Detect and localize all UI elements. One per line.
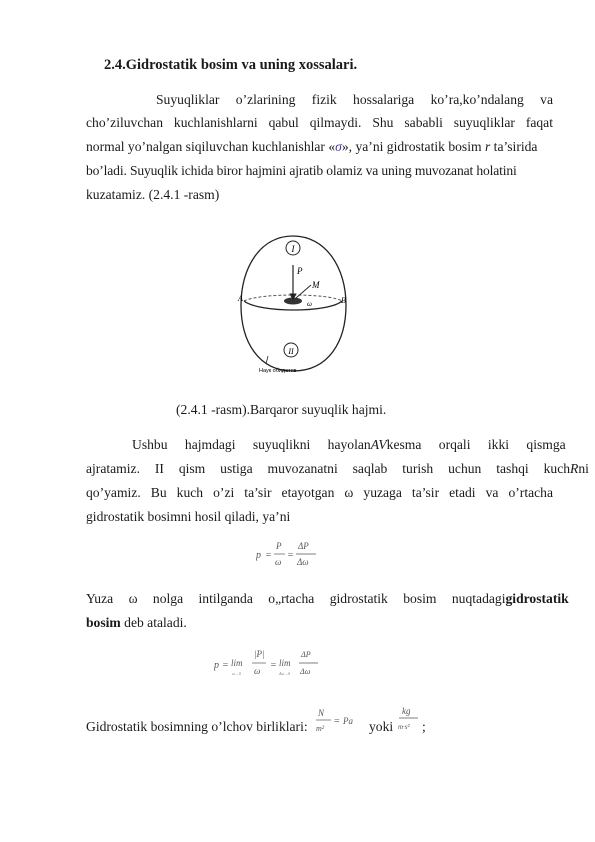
para1-line5: kuzatamiz. (2.4.1 -rasm) (86, 187, 220, 202)
para1-line2: cho’ziluvchan kuchlanishlarni qabul qilmaydi. Shu sababli suyuqliklar faqat (86, 115, 553, 130)
f2-sub2: Δω→0 (279, 671, 291, 676)
units-text: Gidrostatik bosimning o’lchov birliklari: (86, 719, 308, 734)
units-svg-1 (313, 706, 363, 736)
u-pa: Pa (343, 716, 353, 726)
fluid-volume-diagram (234, 233, 352, 374)
figure-note: Наук обидатив (259, 368, 297, 374)
label-omega: ω (307, 300, 312, 308)
units-formula-n-m2 (313, 706, 363, 741)
para2-line1 (86, 436, 566, 453)
u-num: N (318, 708, 325, 718)
f1-num1: P (276, 541, 282, 551)
label-M: M (312, 280, 320, 290)
av-symbol: AV (370, 437, 387, 452)
f2-num2: ΔP (301, 650, 311, 659)
formula1-svg (256, 540, 318, 570)
label-P: P (297, 266, 303, 276)
label-I: I (291, 244, 295, 254)
R-symbol: R (570, 461, 579, 476)
para1-line3-b: », ya’ni gidrostatik bosim (341, 139, 485, 154)
section-heading: 2.4.Gidrostatik bosim va uning xossalari. (104, 57, 358, 73)
para2-line2 (86, 460, 589, 477)
f2-lim2: lim (279, 658, 291, 668)
para1-line3-a: normal yo’nalgan siqiluvchan kuchlanishlar « (86, 139, 336, 154)
para3-line1 (86, 590, 569, 607)
area-omega (284, 298, 302, 305)
para2-line1-b: kesma orqali ikki qismga (386, 437, 566, 452)
para1-line3 (86, 138, 556, 155)
f2-sub1: ω→0 (232, 671, 241, 676)
u-eq: = (334, 716, 340, 727)
label-A: A (238, 294, 243, 303)
f2-eq1: = (222, 660, 229, 671)
leader-m (296, 285, 311, 298)
para2-line1-a: Ushbu hajmdagi suyuqlikni hayolan (132, 437, 371, 452)
figure-caption: (2.4.1 -rasm).Barqaror suyuqlik hajmi. (176, 402, 387, 417)
para2-line3: qo’yamiz. Bu kuch o’zi ta’sir etayotgan ω yuzaga ta’sir etadi va o’rtacha (86, 485, 553, 500)
f2-lhs: p (214, 660, 219, 671)
f1-eq2: = (287, 550, 294, 561)
figure-fluid-volume (234, 233, 352, 374)
f1-den2: Δω (297, 557, 309, 567)
u-den: m² (316, 724, 325, 733)
f2-den1: ω (254, 666, 261, 676)
para3-bold2: bosim (86, 615, 121, 630)
f1-eq1: = (265, 550, 272, 561)
para2-line2-a: ajratamiz. II qism ustiga muvozanatni saqlab turish uchun tashqi kuch (86, 461, 571, 476)
formula-point-pressure (214, 648, 322, 687)
units-end: ; (422, 719, 426, 734)
label-II: II (288, 347, 294, 356)
para3-line2-rest: deb ataladi. (120, 615, 187, 630)
units-or: yoki (369, 719, 394, 734)
u-num2: kg (402, 706, 411, 716)
para1-line3-c: ta’sirida (490, 139, 538, 154)
para2-line2-b: ni (578, 461, 589, 476)
u-den2: m·s² (398, 723, 410, 731)
para3-bold1: gidrostatik (505, 591, 569, 606)
f1-den1: ω (275, 557, 282, 567)
formula-average-pressure (256, 540, 318, 573)
f2-num1: |P| (254, 649, 265, 659)
r-symbol: r (484, 139, 491, 154)
f1-num2: ΔP (298, 541, 309, 551)
label-B: B (341, 296, 346, 305)
para1-line1: Suyuqliklar o’zlarining fizik hossalariga ko’ra,ko’ndalang va (156, 92, 553, 107)
para3-line1-a: Yuza ω nolga intilganda o„rtacha gidrostatik bosim nuqtadagi (86, 591, 506, 606)
f2-eq2: = (270, 660, 277, 671)
leader-note (266, 356, 268, 364)
sigma-symbol: σ (335, 139, 342, 154)
para1-line4: bo’ladi. Suyuqlik ichida biror hajmini ajratib olamiz va uning muvozanat holatini (86, 163, 517, 178)
f1-lhs: p (256, 550, 261, 561)
formula2-svg (214, 648, 322, 682)
f2-den2: Δω (300, 667, 311, 676)
para3-line2 (86, 614, 553, 631)
para2-line4: gidrostatik bosimni hosil qiladi, ya’ni (86, 509, 291, 524)
f2-lim1: lim (231, 658, 243, 668)
